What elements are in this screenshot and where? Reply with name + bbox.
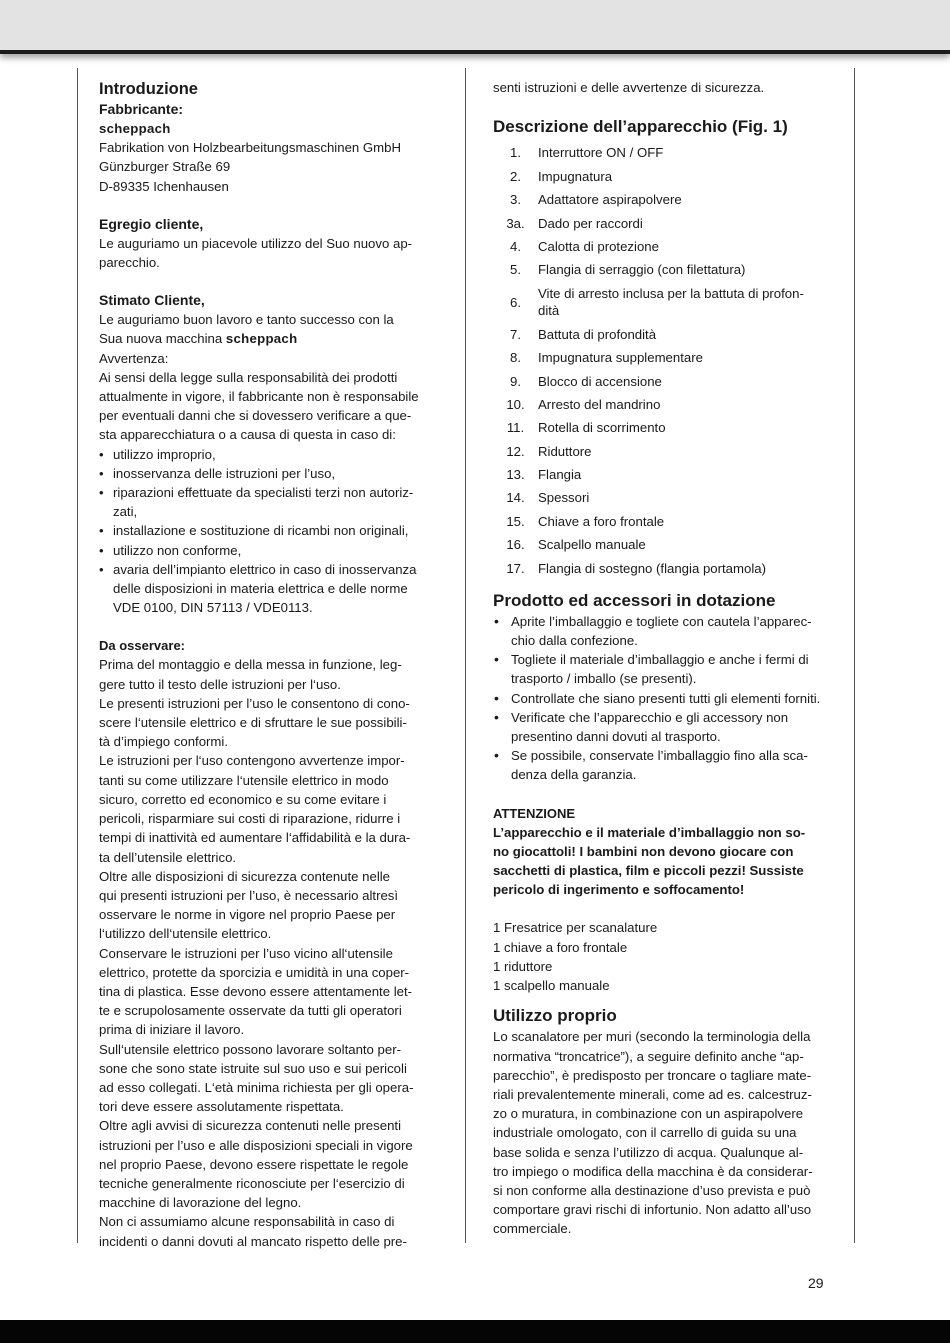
scope-list — [493, 612, 833, 785]
part-number: 4. — [510, 238, 521, 254]
liability-text: Ai sensi della legge sulla responsabilità dei prodotti — [99, 369, 398, 385]
esteemed-customer-heading: Stimato Cliente, — [99, 292, 205, 309]
list-item-text: • avaria dell’impianto elettrico in caso di inosservanza — [113, 561, 417, 577]
list-item-text: denza della garanzia. — [511, 767, 637, 783]
observe-line: prima di iniziare il lavoro. — [99, 1022, 245, 1038]
list-item-text: VDE 0100, DIN 57113 / VDE0113. — [113, 600, 313, 616]
observe-line: te e scrupolosamente osservate da tutti gli operatori — [99, 1003, 402, 1019]
intro-heading: Introduzione — [99, 80, 198, 98]
delivery-item: 1 scalpello manuale — [493, 978, 610, 994]
parts-row — [493, 440, 804, 463]
part-number: 14. — [506, 490, 525, 506]
attention-line: no giocattoli! I bambini non devono giocare con — [493, 843, 794, 859]
part-label: Impugnatura supplementare — [538, 350, 703, 366]
list-item — [99, 521, 439, 540]
right-margin-rule — [854, 68, 855, 1243]
observe-heading: Da osservare: — [99, 638, 185, 654]
part-label: Rotella di scorrimento — [538, 420, 666, 436]
observe-body — [99, 655, 439, 1250]
part-number: 7. — [510, 326, 521, 342]
part-number: 3a. — [506, 215, 525, 231]
parts-row — [493, 533, 804, 556]
observe-line: Sull‘utensile elettrico possono lavorare soltanto per- — [99, 1041, 402, 1057]
parts-row — [493, 323, 804, 346]
observe-line: qui presenti istruzioni per l’uso, è necessario altresì — [99, 887, 399, 903]
parts-row — [493, 556, 804, 579]
list-item-text: • utilizzo improprio, — [113, 446, 216, 462]
page-number: 29 — [808, 1275, 824, 1291]
list-item-text: delle disposizioni in materia elettrica e delle norme — [113, 581, 408, 597]
center-column-rule — [465, 68, 466, 1243]
list-item-text: zati, — [113, 504, 138, 520]
observe-line: Le istruzioni per l‘uso contengono avvertenze impor- — [99, 753, 405, 769]
list-item — [493, 708, 833, 746]
proper-use-line: tro impiego o modifica della macchina è da considerar- — [493, 1163, 813, 1179]
part-number: 11. — [506, 420, 525, 436]
parts-row — [493, 165, 804, 188]
part-label: Spessori — [538, 490, 590, 506]
proper-use-body — [493, 1027, 833, 1238]
list-item-text: • Verificate che l’apparecchio e gli accessory non — [511, 709, 789, 725]
part-number: 2. — [510, 168, 521, 184]
attention-line: sacchetti di plastica, film e piccoli pezzi! Sussiste — [493, 863, 804, 879]
observe-line: macchine di lavorazione del legno. — [99, 1195, 302, 1211]
list-item — [493, 650, 833, 688]
attention-line: pericolo di ingerimento e soffocamento! — [493, 882, 745, 898]
observe-line: gere tutto il testo delle istruzioni per l‘uso. — [99, 676, 341, 692]
observe-line: scere l‘utensile elettrico e di sfruttare le sue possibili- — [99, 715, 407, 731]
attention-line: L’apparecchio e il materiale d’imballaggio non so- — [493, 824, 806, 840]
observe-line: Oltre agli avvisi di sicurezza contenuti nelle presenti — [99, 1118, 401, 1134]
part-label: Arresto del mandrino — [538, 396, 661, 412]
proper-use-line: zo o muratura, in combinazione con un aspirapolvere — [493, 1106, 804, 1122]
proper-use-line: comportare gravi rischi di infortunio. Non adatto all’uso — [493, 1202, 812, 1218]
continuation-text: senti istruzioni e delle avvertenze di sicurezza. — [493, 80, 765, 95]
part-label: Flangia di sostegno (flangia portamola) — [538, 560, 766, 576]
observe-line: osservare le norme in vigore nel proprio Paese per — [99, 907, 396, 923]
part-number: 5. — [510, 262, 521, 278]
part-number: 1. — [510, 145, 521, 161]
address-line: D-89335 Ichenhausen — [99, 178, 229, 194]
brand-name-inline: scheppach — [225, 331, 298, 347]
list-item — [99, 464, 439, 483]
part-label: Adattatore aspirapolvere — [538, 192, 682, 208]
part-number: 15. — [506, 513, 525, 529]
left-margin-rule — [77, 68, 78, 1243]
parts-row — [493, 463, 804, 486]
observe-line: ad esso collegati. L‘età minima richiesta per gli opera- — [99, 1079, 414, 1095]
parts-row — [493, 188, 804, 211]
list-item-text: presentino danni dovuti al trasporto. — [511, 729, 721, 745]
part-number: 17. — [506, 560, 525, 576]
esteemed-text: Le auguriamo buon lavoro e tanto successo con la — [99, 312, 394, 328]
part-number: 16. — [506, 537, 525, 553]
list-item — [99, 541, 439, 560]
observe-line: l‘utilizzo dell‘utensile elettrico. — [99, 926, 272, 942]
list-item-text: • inosservanza delle istruzioni per l’uso, — [113, 465, 336, 481]
parts-row — [493, 282, 804, 323]
proper-use-line: base solida e senza l’utilizzo di acqua. Qualunque al- — [493, 1144, 804, 1160]
list-item — [99, 445, 439, 464]
list-item-text: • Controllate che siano presenti tutti gli elementi forniti. — [511, 690, 821, 706]
part-label: Battuta di profondità — [538, 326, 657, 342]
list-item-text: chio dalla confezione. — [511, 633, 638, 649]
proper-use-line: riali prevalentemente minerali, come ad es. calcestruz- — [493, 1086, 812, 1102]
delivery-item: 1 Fresatrice per scanalature — [493, 920, 658, 936]
manufacturer-label: Fabbricante: — [99, 101, 184, 117]
part-number: 8. — [510, 350, 521, 366]
liability-text: attualmente in vigore, il fabbricante non è responsabile — [99, 389, 419, 405]
list-item — [99, 560, 439, 618]
parts-row — [493, 258, 804, 281]
part-label: Impugnatura — [538, 168, 613, 184]
part-number: 13. — [506, 467, 525, 483]
list-item-text: • Se possibile, conservate l’imballaggio fino alla sca- — [511, 748, 808, 764]
list-item-text: trasporto / imballo (se presenti). — [511, 671, 697, 687]
attention-text — [493, 823, 833, 900]
address-line: Fabrikation von Holzbearbeitungsmaschinen GmbH — [99, 140, 401, 156]
part-label: Dado per raccordi — [538, 215, 643, 231]
liability-text: sta apparecchiatura o a causa di questa in caso di: — [99, 427, 396, 443]
observe-line: Non ci assumiamo alcune responsabilità in caso di — [99, 1214, 395, 1230]
brand-name: scheppach — [99, 121, 171, 136]
dear-customer-heading: Egregio cliente, — [99, 215, 204, 232]
part-label: Flangia di serraggio (con filettatura) — [538, 262, 746, 278]
left-column — [99, 78, 439, 1251]
parts-row — [493, 141, 804, 164]
observe-line: nel proprio Paese, devono essere rispettate le regole — [99, 1156, 409, 1172]
part-label: Riduttore — [538, 443, 592, 459]
observe-line: tori deve essere assolutamente rispettata. — [99, 1099, 344, 1115]
list-item — [99, 483, 439, 521]
observe-line: sicuro, corretto ed economico e su come evitare i — [99, 791, 387, 807]
part-number: 12. — [506, 443, 525, 459]
observe-line: Conservare le istruzioni per l’uso vicino all‘utensile — [99, 945, 393, 961]
description-heading: Descrizione dell’apparecchio (Fig. 1) — [493, 117, 788, 137]
list-item — [493, 689, 833, 708]
observe-line: pericoli, risparmiare sui costi di riparazione, ridurre i — [99, 811, 401, 827]
parts-row — [493, 369, 804, 392]
proper-use-line: parecchio”, è predisposto per troncare o tagliare mate- — [493, 1067, 812, 1083]
right-column — [493, 78, 833, 1239]
parts-row — [493, 346, 804, 369]
proper-use-line: si non conforme alla destinazione d’uso prevista e può — [493, 1182, 811, 1198]
observe-line: istruzioni per l’uso e alle disposizioni speciali in vigore — [99, 1137, 413, 1153]
esteemed-text-prefix: Sua nuova macchina — [99, 331, 226, 347]
part-label: Chiave a foro frontale — [538, 513, 665, 529]
observe-line: elettrico, protette da sporcizia e umidità in una coper- — [99, 964, 410, 980]
proper-use-line: normativa “troncatrice”), a seguire definito anche “ap- — [493, 1048, 804, 1064]
scope-heading: Prodotto ed accessori in dotazione — [493, 590, 776, 610]
dear-customer-text: parecchio. — [99, 255, 160, 271]
parts-list — [493, 141, 804, 580]
observe-line: sone che sono state istruite sul suo uso e sui pericoli — [99, 1060, 407, 1076]
delivery-item: 1 chiave a foro frontale — [493, 939, 628, 955]
observe-line: tina di plastica. Esse devono essere attentamente let- — [99, 983, 413, 999]
list-item-text: • Aprite l’imballaggio e togliete con cautela l’apparec- — [511, 613, 812, 629]
part-label: Scalpello manuale — [538, 537, 646, 553]
part-label: Vite di arresto inclusa per la battuta di profon- dità — [538, 286, 804, 319]
dear-customer-text: Le auguriamo un piacevole utilizzo del Suo nuovo ap- — [99, 235, 413, 251]
delivery-item: 1 riduttore — [493, 958, 553, 974]
part-number: 3. — [510, 192, 521, 208]
esteemed-text — [99, 329, 439, 348]
list-item — [493, 746, 833, 784]
list-item-text: • installazione e sostituzione di ricambi non originali, — [113, 523, 409, 539]
observe-line: incidenti o danni dovuti al mancato rispetto delle pre- — [99, 1233, 407, 1249]
observe-line: tecniche generalmente riconosciute per l‘esercizio di — [99, 1175, 405, 1191]
observe-line: Oltre alle disposizioni di sicurezza contenute nelle — [99, 868, 391, 884]
parts-row — [493, 235, 804, 258]
liability-list — [99, 445, 439, 618]
part-label: Blocco di accensione — [538, 373, 662, 389]
proper-use-heading: Utilizzo proprio — [493, 1006, 617, 1026]
list-item-text: • utilizzo non conforme, — [113, 542, 242, 558]
warning-label: Avvertenza: — [99, 350, 169, 366]
part-label: Calotta di protezione — [538, 238, 659, 254]
observe-line: tempi di inattività ed aumentare l‘affidabilità e la dura- — [99, 830, 411, 846]
parts-row — [493, 211, 804, 234]
list-item-text: • Togliete il materiale d’imballaggio e anche i fermi di — [511, 652, 809, 668]
part-label: Interruttore ON / OFF — [538, 145, 664, 161]
part-label: Flangia — [538, 467, 582, 483]
observe-line: tanti su come utilizzare l‘utensile elettrico in modo — [99, 772, 389, 788]
address-line: Günzburger Straße 69 — [99, 159, 231, 175]
proper-use-line: Lo scanalatore per muri (secondo la terminologia della — [493, 1029, 811, 1045]
observe-line: ta dell’utensile elettrico. — [99, 849, 237, 865]
footer-band — [0, 1320, 950, 1343]
header-band — [0, 0, 950, 54]
part-number: 10. — [506, 396, 525, 412]
parts-row — [493, 510, 804, 533]
liability-text: per eventuali danni che si dovessero verificare a que- — [99, 408, 412, 424]
proper-use-line: industriale omologato, con il carrello di guida su una — [493, 1125, 797, 1141]
attention-label: ATTENZIONE — [493, 805, 576, 821]
part-number: 9. — [510, 373, 521, 389]
part-number: 6. — [510, 294, 521, 310]
parts-row — [493, 416, 804, 439]
list-item-text: • riparazioni effettuate da specialisti terzi non autoriz- — [113, 485, 414, 501]
parts-row — [493, 393, 804, 416]
parts-row — [493, 486, 804, 509]
list-item — [493, 612, 833, 650]
observe-line: Le presenti istruzioni per l’uso le consentono di cono- — [99, 695, 410, 711]
proper-use-line: commerciale. — [493, 1221, 572, 1237]
observe-line: tà d’impiego conformi. — [99, 734, 229, 750]
observe-line: Prima del montaggio e della messa in funzione, leg- — [99, 657, 402, 673]
